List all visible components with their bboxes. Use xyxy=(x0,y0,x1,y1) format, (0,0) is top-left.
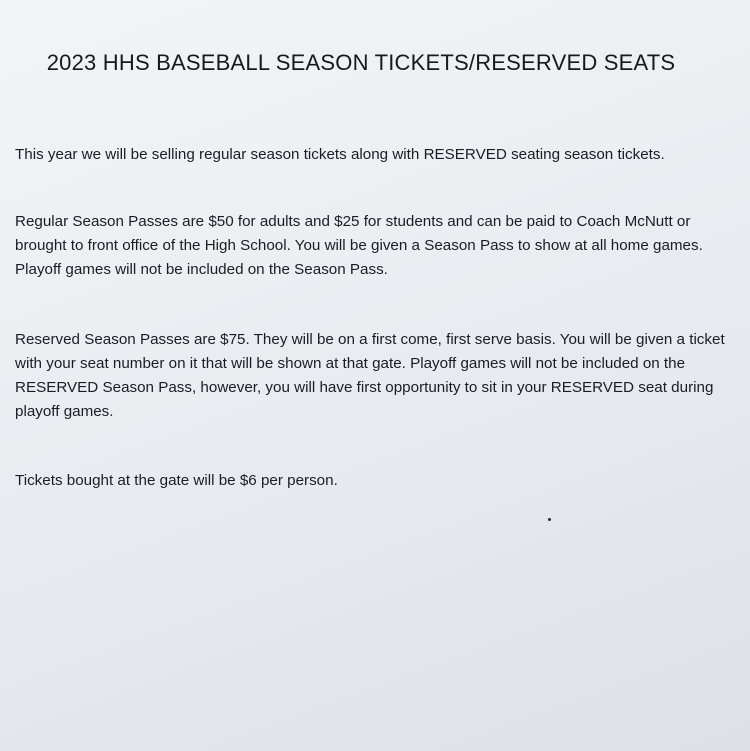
paper-speck xyxy=(548,518,551,521)
paragraph-gate-tickets: Tickets bought at the gate will be $6 per person. xyxy=(15,472,338,489)
paragraph-reserved-passes: Reserved Season Passes are $75. They will be on a first come, first serve basis. You will be given a ticket with your seat number on it that will be shown at that gate. Playoff games will not be included on the RESERVED Season Pass, however, you will have first opportunity to sit in your RESERVED seat during playoff games. xyxy=(15,331,725,420)
paragraph-intro: This year we will be selling regular season tickets along with RESERVED seating season tickets. xyxy=(15,146,665,163)
paragraph-regular-passes: Regular Season Passes are $50 for adults and $25 for students and can be paid to Coach McNutt or brought to front office of the High School. You will be given a Season Pass to show at all home games. Playoff games will not be included on the Season Pass. xyxy=(15,213,703,278)
notice-title: 2023 HHS BASEBALL SEASON TICKETS/RESERVED SEATS xyxy=(46,50,676,75)
